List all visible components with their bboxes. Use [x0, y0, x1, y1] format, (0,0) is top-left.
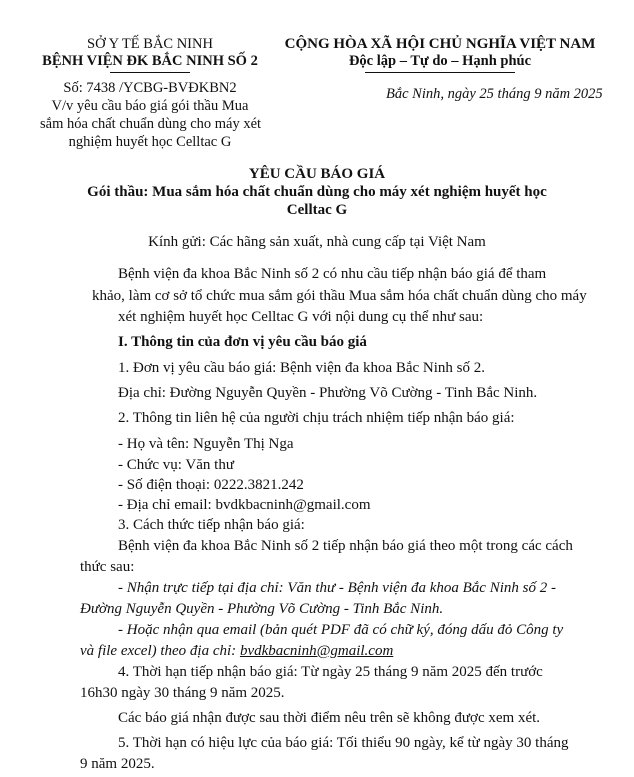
- header-left-underline: [110, 72, 190, 73]
- header-right-underline: [365, 72, 515, 73]
- method-intro-2: thức sau:: [80, 559, 135, 575]
- item-5-line-2: 9 năm 2025.: [80, 756, 155, 772]
- late-note: Các báo giá nhận được sau thời điểm nêu trên sẽ không được xem xét.: [118, 710, 541, 726]
- motto: Độc lập – Tự do – Hạnh phúc: [348, 53, 532, 69]
- contact-name: - Họ và tên: Nguyễn Thị Nga: [118, 436, 294, 452]
- subject-line-2: sắm hóa chất chuẩn dùng cho máy xét: [40, 116, 262, 132]
- method-b-prefix: và file excel) theo địa chỉ:: [80, 643, 240, 659]
- greeting: Kính gửi: Các hãng sản xuất, nhà cung cấp tại Việt Nam: [148, 234, 486, 250]
- item-4-line-2: 16h30 ngày 30 tháng 9 năm 2025.: [80, 685, 285, 701]
- item-1: 1. Đơn vị yêu cầu báo giá: Bệnh viện đa khoa Bắc Ninh số 2.: [118, 360, 486, 376]
- item-5-line-1: 5. Thời hạn có hiệu lực của báo giá: Tối thiểu 90 ngày, kể từ ngày 30 tháng: [118, 735, 569, 751]
- package-line-1: Gói thầu: Mua sắm hóa chất chuẩn dùng cho máy xét nghiệm huyết học: [87, 184, 547, 200]
- package-line-2: Celltac G: [286, 202, 348, 218]
- method-a-line-1: - Nhận trực tiếp tại địa chỉ: Văn thư - Bệnh viện đa khoa Bắc Ninh số 2 -: [118, 580, 556, 596]
- hospital-name: BỆNH VIỆN ĐK BẮC NINH SỐ 2: [42, 53, 258, 69]
- contact-email: - Địa chỉ email: bvdkbacninh@gmail.com: [118, 497, 371, 513]
- item-3: 3. Cách thức tiếp nhận báo giá:: [118, 517, 305, 533]
- method-b-line-2: [80, 643, 393, 660]
- method-a-line-2: Đường Nguyễn Quyền - Phường Võ Cường - Tinh Bắc Ninh.: [80, 601, 444, 617]
- subject-line-3: nghiệm huyết học Celltac G: [68, 134, 232, 150]
- subject-line-1: V/v yêu cầu báo giá gói thầu Mua: [51, 98, 249, 114]
- contact-role: - Chức vụ: Văn thư: [118, 457, 234, 473]
- place-date: Bắc Ninh, ngày 25 tháng 9 năm 2025: [386, 86, 603, 102]
- method-b-line-1: - Hoặc nhận qua email (bản quét PDF đã có chữ ký, đóng dấu đỏ Công ty: [118, 622, 564, 638]
- item-4-line-1: 4. Thời hạn tiếp nhận báo giá: Từ ngày 25 tháng 9 năm 2025 đến trước: [118, 664, 543, 680]
- nation-title: CỘNG HÒA XÃ HỘI CHỦ NGHĨA VIỆT NAM: [284, 36, 596, 52]
- contact-phone: - Số điện thoại: 0222.3821.242: [118, 477, 304, 493]
- item-2: 2. Thông tin liên hệ của người chịu trách nhiệm tiếp nhận báo giá:: [118, 410, 515, 426]
- intro-line-3: xét nghiệm huyết học Celltac G với nội dung cụ thể như sau:: [118, 309, 484, 325]
- address: Địa chỉ: Đường Nguyễn Quyền - Phường Võ Cường - Tinh Bắc Ninh.: [118, 385, 538, 401]
- section-1-heading: I. Thông tin của đơn vị yêu cầu báo giá: [118, 334, 367, 350]
- contact-email-link[interactable]: bvdkbacninh@gmail.com: [239, 643, 394, 659]
- intro-line-1: Bệnh viện đa khoa Bắc Ninh số 2 có nhu cầu tiếp nhận báo giá để tham: [118, 266, 547, 282]
- ministry-name: SỞ Y TẾ BẮC NINH: [87, 36, 213, 52]
- method-intro-1: Bệnh viện đa khoa Bắc Ninh số 2 tiếp nhận báo giá theo một trong các cách: [118, 538, 573, 554]
- intro-line-2: khảo, làm cơ sở tổ chức mua sắm gói thầu Mua sắm hóa chất chuẩn dùng cho máy: [92, 288, 587, 304]
- document-number: Số: 7438 /YCBG-BVĐKBN2: [63, 80, 237, 96]
- document-title: YÊU CẦU BÁO GIÁ: [248, 166, 386, 182]
